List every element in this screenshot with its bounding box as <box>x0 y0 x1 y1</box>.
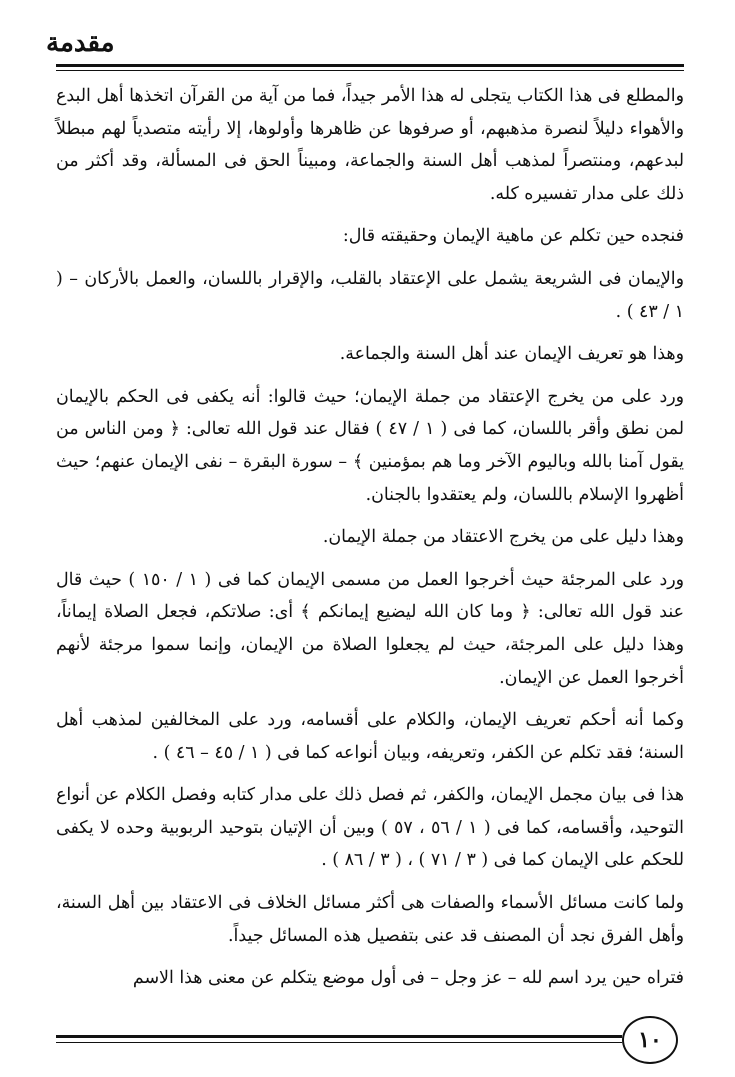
paragraph: ورد على من يخرج الإعتقاد من جملة الإيمان؛ حيث قالوا: أنه يكفى فى الحكم بالإيمان لمن نطق وأقر باللسان، كما فى ( ١ / ٤٧ ) فقال عند قول الله تعالى: ﴿ ومن الناس من يقول آمنا بالله وباليوم الآخر وما هم بمؤمنين ﴾ – سورة البقرة – نفى الإيمان عنهم؛ حيث أظهروا الإسلام باللسان، ولم يعتقدوا بالجنان. <box>56 386 684 505</box>
header-rule-thick <box>56 64 684 67</box>
paragraph: هذا فى بيان مجمل الإيمان، والكفر، ثم فصل ذلك على مدار كتابه وفصل الكلام عن أنواع التوحيد، وأقسامه، كما فى ( ١ / ٥٦ ، ٥٧ ) وبين أن الإتيان بتوحيد الربوبية وحده لا يكفى للحكم على الإيمان كما فى ( ٣ / ٧١ ) ، ( ٣ / ٨٦ ) . <box>56 785 685 871</box>
paragraph: ورد على المرجئة حيث أخرجوا العمل من مسمى الإيمان كما فى ( ١ / ١٥٠ ) حيث قال عند قول الله تعالى: ﴿ وما كان الله ليضيع إيمانكم ﴾ أى: صلاتكم، فجعل الصلاة إيماناً، وهذا دليل على المرجئة، حيث لم يجعلوا الصلاة من الإيمان، وإنما سموا مرجئة لأنهم أخرجوا العمل عن الإيمان. <box>56 569 684 688</box>
paragraph: والإيمان فى الشريعة يشمل على الإعتقاد بالقلب، والإقرار باللسان، والعمل بالأركان – ( ١ / ٤٣ ) . <box>56 268 684 322</box>
page-number-badge <box>622 1016 678 1064</box>
footer-rule-thick <box>56 1035 622 1038</box>
paragraph: وكما أنه أحكم تعريف الإيمان، والكلام على أقسامه، ورد على المخالفين لمذهب أهل السنة؛ فقد تكلم عن الكفر، وتعريفه، وبيان أنواعه كما فى ( ١ / ٤٥ – ٤٦ ) . <box>56 710 684 763</box>
paragraph: ولما كانت مسائل الأسماء والصفات هى أكثر مسائل الخلاف فى الاعتقاد بين أهل السنة، وأهل الفرق نجد أن المصنف قد عنى بتفصيل هذه المسائل جيداً. <box>56 893 684 946</box>
paragraph: وهذا هو تعريف الإيمان عند أهل السنة والجماعة. <box>339 344 684 365</box>
chapter-title: مقدمة <box>46 28 115 58</box>
paragraph: فتراه حين يرد اسم لله – عز وجل – فى أول موضع يتكلم عن معنى هذا الاسم <box>132 968 684 989</box>
header-rule-thin <box>56 70 684 71</box>
body-text <box>56 80 684 1005</box>
footer-rule-thin <box>56 1042 622 1043</box>
paragraph: فنجده حين تكلم عن ماهية الإيمان وحقيقته قال: <box>342 226 684 247</box>
paragraph: وهذا دليل على من يخرج الاعتقاد من جملة الإيمان. <box>322 527 684 548</box>
page-number: ١٠ <box>638 1027 662 1053</box>
paragraph: والمطلع فى هذا الكتاب يتجلى له هذا الأمر جيداً، فما من آية من القرآن اتخذها أهل البدع والأهواء دليلاً لنصرة مذهبهم، أو صرفوها عن ظاهرها وأولوها، إلا رأيته متصدياً لهم مبطلاً لبدعهم، ومنتصراً لمذهب أهل السنة والجماعة، ومبيناً الحق فى المسألة، وقد أكثر من ذلك على مدار تفسيره كله. <box>56 86 684 204</box>
